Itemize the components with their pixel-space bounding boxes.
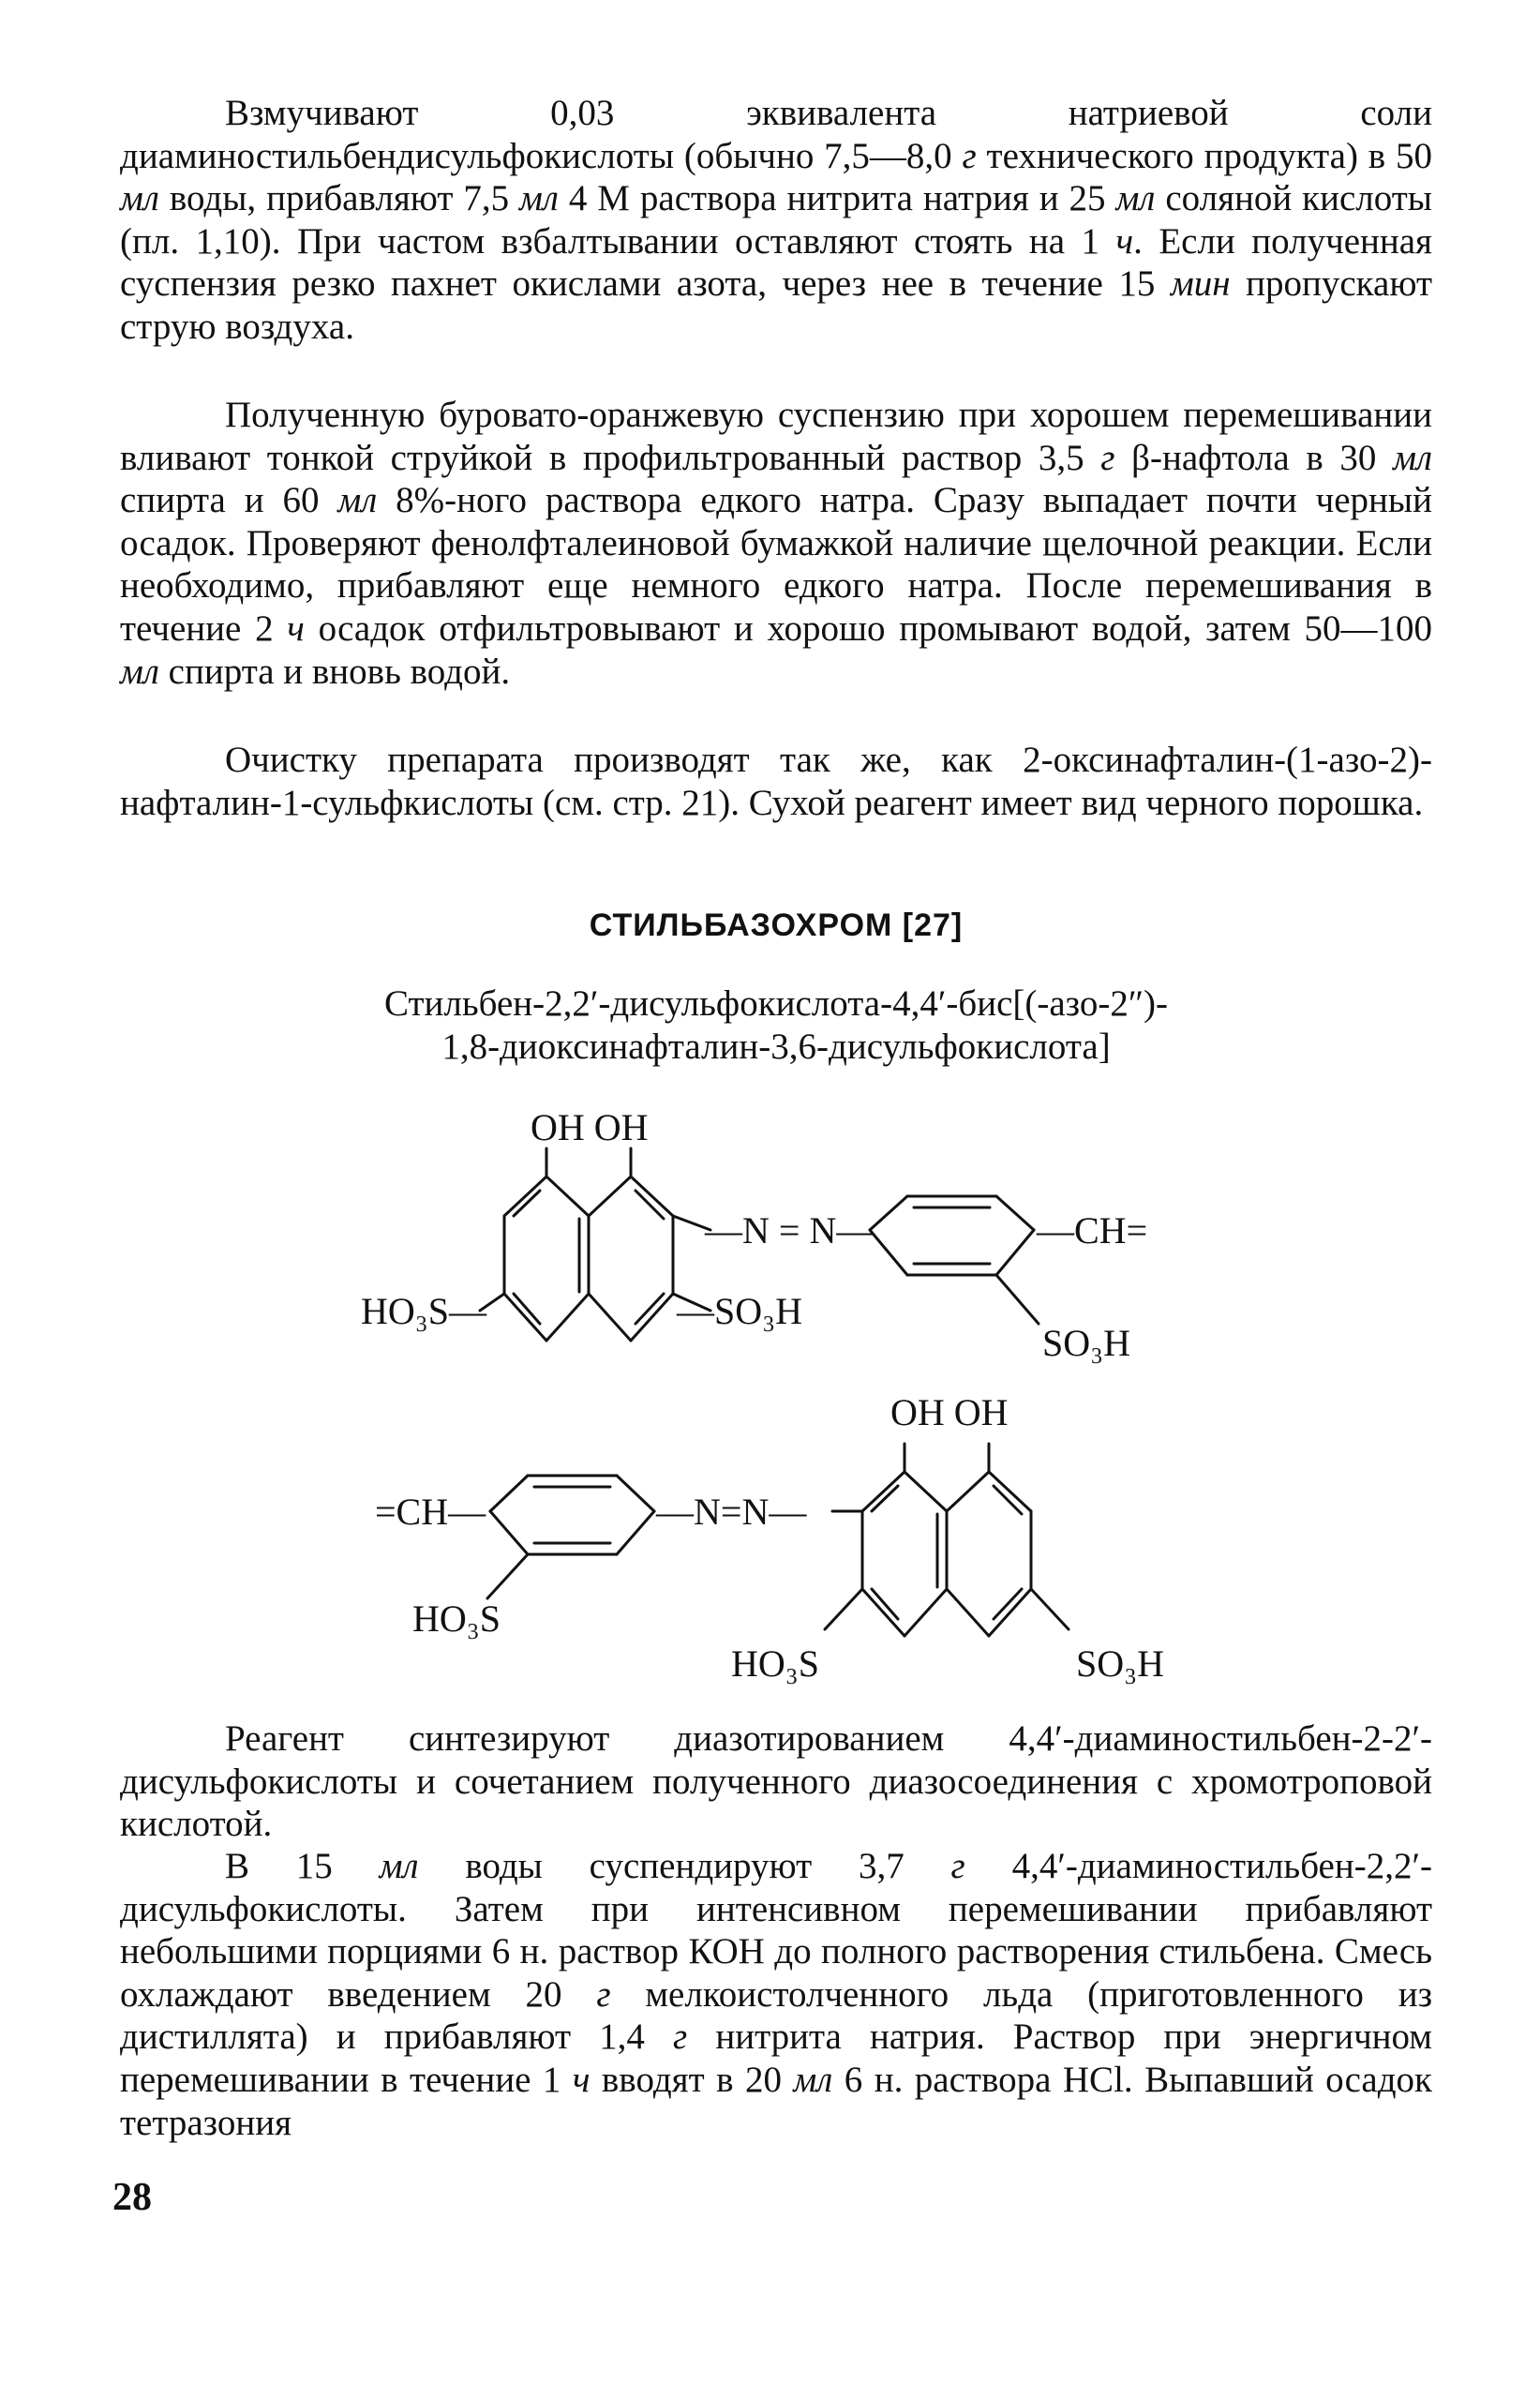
so3h-bottom-label: SO₃H — [1076, 1642, 1164, 1685]
section-heading: СТИЛЬБАЗОХРОМ [27] — [589, 907, 964, 943]
ch-right-label: —CH= — [1037, 1209, 1148, 1252]
compound-name-line-2: 1,8-диоксинафталин-3,6-дисульфокислота] — [441, 1027, 1111, 1067]
azo-bottom-label: —N=N— — [656, 1491, 807, 1533]
ch-left-label: =CH— — [375, 1491, 486, 1533]
ho3s-left-label: HO₃S— — [361, 1290, 486, 1332]
oh-oh-top-label: OH OH — [531, 1106, 649, 1148]
so3h-mid-label: —SO₃H — [677, 1290, 802, 1332]
paragraph-5: В 15 мл воды суспендируют 3,7 г 4,4′-диаминостильбен-2,2′-дисульфокислоты. Затем при интенсивном перемешивании прибавляют небольшими порциями 6 н. раствор КОН до полного растворения стильбена. Смесь охлаждают введением 20 г мелкоистолченного льда (приготовленного из дистиллята) и прибавляют 1,4 г нитрита натрия. Раствор при энергичном перемешивании в течение 1 ч вводят в 20 мл 6 н. раствора HCl. Выпавший осадок тетразония — [120, 1846, 1433, 2143]
ho3s-bottom-label: HO₃S — [731, 1642, 819, 1685]
ho3s-benzene-bottom-label: HO₃S — [412, 1597, 501, 1640]
paragraph-2: Полученную буровато-оранжевую суспензию при хорошем перемешивании вливают тонкой струйкой в профильтрованный раствор 3,5 г β-нафтола в 30 мл спирта и 60 мл 8%-ного раствора едкого натра. Сразу выпадает почти черный осадок. Проверяют фенолфталеиновой бумажкой наличие щелочной реакции. Если необходимо, прибавляют еще немного едкого натра. После перемешивания в течение 2 ч осадок отфильтровывают и хорошо промывают водой, затем 50—100 мл спирта и вновь водой. — [120, 395, 1432, 692]
page-number: 28 — [112, 2176, 152, 2219]
azo-top-label: —N = N— — [705, 1209, 875, 1252]
paragraph-4: Реагент синтезируют диазотированием 4,4′-диаминостильбен-2-2′-дисульфокислоты и сочетанием полученного диазосоединения с хромотроповой кислотой. — [120, 1718, 1432, 1845]
paragraph-1: Взмучивают 0,03 эквивалента натриевой соли диаминостильбендисульфокислоты (обычно 7,5—8,0 г технического продукта) в 50 мл воды, прибавляют 7,5 мл 4 М раствора нитрита натрия и 25 мл соляной кислоты (пл. 1,10). При частом взбалтывании оставляют стоять на 1 ч. Если полученная суспензия резко пахнет окислами азота, через нее в течение 15 мин пропускают струю воздуха. — [120, 93, 1433, 347]
so3h-benzene-top-label: SO₃H — [1042, 1322, 1130, 1364]
oh-oh-bottom-label: OH OH — [890, 1391, 1009, 1433]
compound-name-line-1: Стильбен-2,2′-дисульфокислота-4,4′-бис[(-азо-2″)- — [383, 983, 1169, 1024]
paragraph-3: Очистку препарата производят так же, как 2-оксинафталин-(1-азо-2)-нафталин-1-сульфкислоты (см. стр. 21). Сухой реагент имеет вид черного порошка. — [120, 740, 1432, 823]
